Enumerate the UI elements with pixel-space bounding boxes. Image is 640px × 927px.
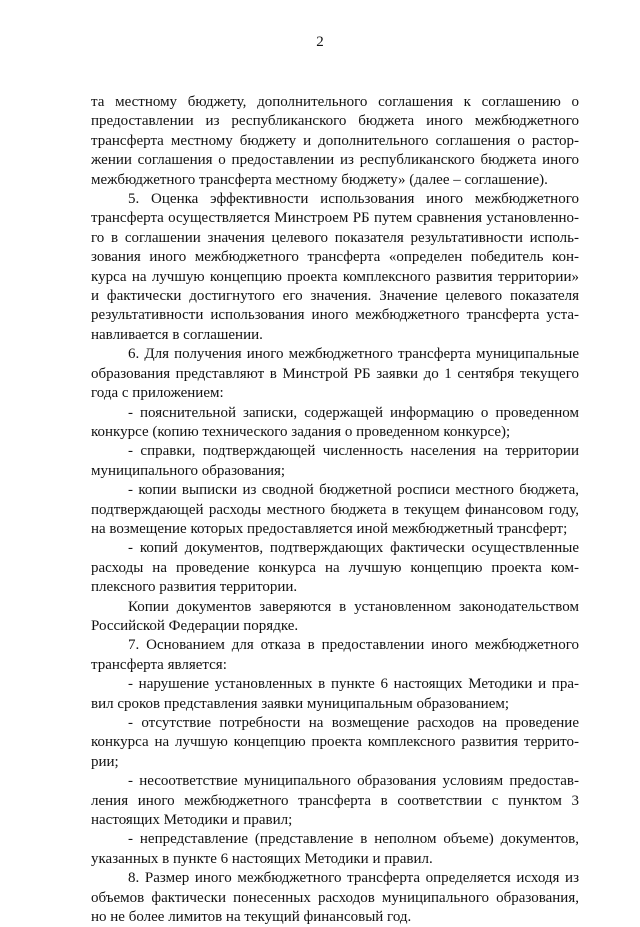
paragraph: - отсутствие потребности на возмещение расходов на проведение конкурса на лучшую концепцию проекта комплексного развития территории;	[91, 715, 579, 770]
paragraph: - копий документов, подтверждающих фактически осуществленные расходы на проведение конкурса на лучшую концепцию проекта комплексного развития территории.	[91, 540, 579, 596]
paragraph: - нарушение установленных в пункте 6 настоящих Методики и правил сроков представления заявки муниципальным образованием;	[91, 676, 579, 712]
paragraph: 5. Оценка эффективности использования иного межбюджетного трансферта осуществляется Минстроем РБ путем сравнения установленного в соглашении значения целевого показателя результативности использования иного межбюджетного трансферта «определен победитель конкурса на лучшую концепцию проекта комплексного развития территории» и фактически достигнутого его значения. Значение целевого показателя результативности использования иного межбюджетного трансферта устанавливается в соглашении.	[91, 191, 579, 343]
paragraph: - справки, подтверждающей численность населения на территории муниципального образования;	[91, 443, 579, 479]
paragraph: 7. Основанием для отказа в предоставлении иного межбюджетного трансферта является:	[91, 637, 579, 673]
paragraph: та местному бюджету, дополнительного соглашения к соглашению о предоставлении из республиканского бюджета иного межбюджетного трансферта местному бюджету и дополнительного соглашения о расторжении соглашения о предоставлении из республиканского бюджета иного межбюджетного трансферта местному бюджету» (далее – соглашение).	[91, 94, 579, 188]
paragraph: Копии документов заверяются в установленном законодательством Российской Федерации порядке.	[91, 598, 579, 634]
paragraph: - непредставление (представление в неполном объеме) документов, указанных в пункте 6 настоящих Методики и правил.	[91, 831, 579, 867]
paragraph: 6. Для получения иного межбюджетного трансферта муниципальные образования представляют в Минстрой РБ заявки до 1 сентября текущего года с приложением:	[91, 346, 579, 402]
page-number: 2	[316, 34, 324, 50]
paragraph: - пояснительной записки, содержащей информацию о проведенном конкурсе (копию технического задания о проведенном конкурсе);	[91, 404, 579, 440]
document-body	[91, 93, 579, 927]
paragraph: 8. Размер иного межбюджетного трансферта определяется исходя из объемов фактически понесенных расходов муниципального образования, но не более лимитов на текущий финансовый год.	[91, 870, 579, 926]
paragraph: - несоответствие муниципального образования условиям предоставления иного межбюджетного трансферта в соответствии с пунктом 3 настоящих Методики и правил;	[91, 773, 579, 829]
paragraph: - копии выписки из сводной бюджетной росписи местного бюджета, подтверждающей расходы местного бюджета в текущем финансовом году, на возмещение которых предоставляется иной межбюджетный трансферт;	[91, 482, 579, 537]
